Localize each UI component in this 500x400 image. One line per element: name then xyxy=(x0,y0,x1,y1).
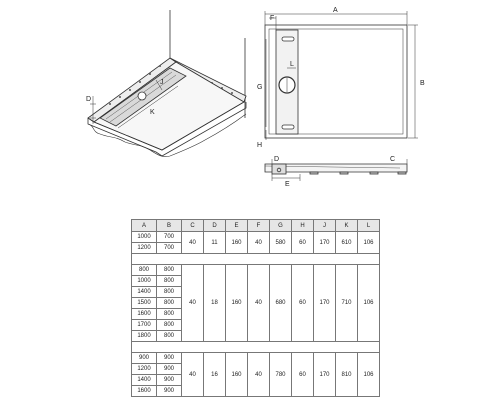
cell-f: 40 xyxy=(248,265,270,342)
cell-c: 40 xyxy=(182,353,204,397)
cell-b: 800 xyxy=(157,265,182,276)
cell-d: 11 xyxy=(204,232,226,254)
cell-f: 40 xyxy=(248,353,270,397)
cell-l: 106 xyxy=(358,353,380,397)
cell-a: 1400 xyxy=(132,375,157,386)
header-c: C xyxy=(182,220,204,232)
cell-g: 580 xyxy=(270,232,292,254)
header-l: L xyxy=(358,220,380,232)
cell-h: 60 xyxy=(292,353,314,397)
cell-e: 160 xyxy=(226,232,248,254)
cell-h: 60 xyxy=(292,232,314,254)
cell-c: 40 xyxy=(182,232,204,254)
cell-a: 1500 xyxy=(132,298,157,309)
side-view xyxy=(265,159,407,181)
foot xyxy=(398,172,406,174)
header-f: F xyxy=(248,220,270,232)
header-a: A xyxy=(132,220,157,232)
cell-b: 900 xyxy=(157,353,182,364)
cell-f: 40 xyxy=(248,232,270,254)
table-row xyxy=(132,265,380,276)
table-row xyxy=(132,353,380,364)
cell-b: 700 xyxy=(157,232,182,243)
label-d-side: D xyxy=(274,156,280,163)
cell-a: 800 xyxy=(132,265,157,276)
cell-a: 1600 xyxy=(132,386,157,397)
label-k-perspective: K xyxy=(150,109,155,116)
cell-g: 780 xyxy=(270,353,292,397)
header-e: E xyxy=(226,220,248,232)
perspective-view xyxy=(88,10,246,157)
group-spacer xyxy=(132,342,380,353)
foot xyxy=(370,172,378,174)
header-j: J xyxy=(314,220,336,232)
cell-b: 800 xyxy=(157,276,182,287)
cell-d: 18 xyxy=(204,265,226,342)
label-f: F xyxy=(270,15,275,22)
header-d: D xyxy=(204,220,226,232)
cell-g: 680 xyxy=(270,265,292,342)
cell-c: 40 xyxy=(182,265,204,342)
cell-a: 1800 xyxy=(132,331,157,342)
cell-h: 60 xyxy=(292,265,314,342)
header-g: G xyxy=(270,220,292,232)
label-e-side: E xyxy=(285,181,290,188)
label-a: A xyxy=(333,7,338,14)
cell-b: 800 xyxy=(157,298,182,309)
label-b: B xyxy=(420,80,425,87)
foot xyxy=(340,172,348,174)
cell-a: 1000 xyxy=(132,232,157,243)
cell-k: 810 xyxy=(336,353,358,397)
foot xyxy=(310,172,318,174)
cell-j: 170 xyxy=(314,265,336,342)
spacer-cell xyxy=(132,254,380,265)
dimensions-table xyxy=(131,219,380,397)
group-spacer xyxy=(132,254,380,265)
cell-a: 1000 xyxy=(132,276,157,287)
label-d-perspective: D xyxy=(86,96,92,103)
cell-a: 1400 xyxy=(132,287,157,298)
header-b: B xyxy=(157,220,182,232)
cell-a: 900 xyxy=(132,353,157,364)
top-view xyxy=(265,11,418,140)
cell-a: 1200 xyxy=(132,364,157,375)
label-c-side: C xyxy=(390,156,396,163)
label-g: G xyxy=(257,84,263,91)
cell-k: 610 xyxy=(336,232,358,254)
cell-a: 1700 xyxy=(132,320,157,331)
label-j-perspective: J xyxy=(160,79,164,86)
slot-top-icon xyxy=(282,37,294,41)
cell-l: 106 xyxy=(358,265,380,342)
cell-b: 800 xyxy=(157,287,182,298)
cell-b: 900 xyxy=(157,386,182,397)
cell-j: 170 xyxy=(314,353,336,397)
cell-k: 710 xyxy=(336,265,358,342)
cell-b: 900 xyxy=(157,364,182,375)
cell-e: 160 xyxy=(226,265,248,342)
cell-l: 106 xyxy=(358,232,380,254)
header-h: H xyxy=(292,220,314,232)
label-h: H xyxy=(257,142,263,149)
cell-a: 1600 xyxy=(132,309,157,320)
slot-bottom-icon xyxy=(282,125,294,129)
cell-e: 160 xyxy=(226,353,248,397)
cell-b: 800 xyxy=(157,320,182,331)
channel-section xyxy=(272,164,286,174)
cell-d: 16 xyxy=(204,353,226,397)
cell-j: 170 xyxy=(314,232,336,254)
label-l: L xyxy=(290,61,294,68)
spacer-cell xyxy=(132,342,380,353)
cell-b: 800 xyxy=(157,331,182,342)
header-k: K xyxy=(336,220,358,232)
cell-b: 700 xyxy=(157,243,182,254)
cell-a: 1200 xyxy=(132,243,157,254)
table-header-row xyxy=(132,220,380,232)
cell-b: 900 xyxy=(157,375,182,386)
table-row xyxy=(132,232,380,243)
cell-b: 800 xyxy=(157,309,182,320)
drain-hole-icon xyxy=(138,92,146,100)
